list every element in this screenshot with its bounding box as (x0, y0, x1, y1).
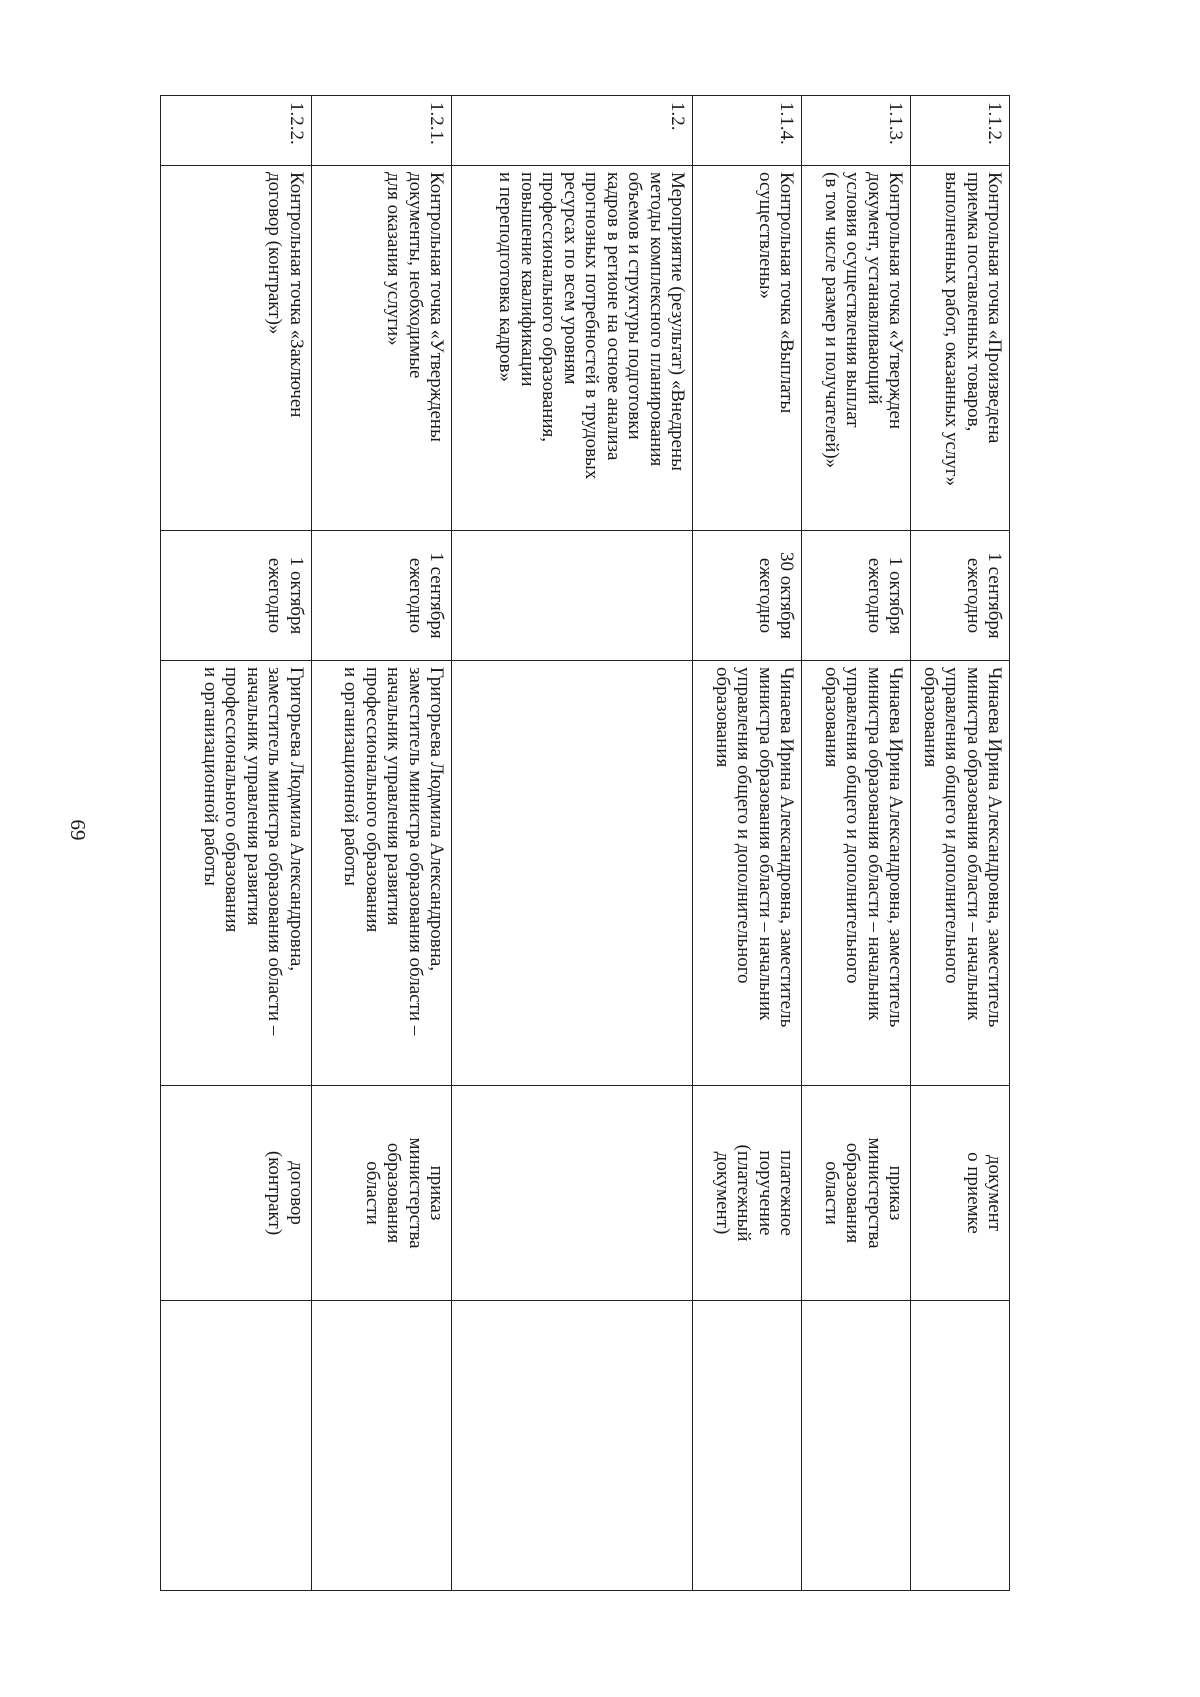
row-name-cell: Мероприятие (результат) «Внедрены методы комплексного планирования объемов и структуры подготовки кадров в регионе на основе анализа прогнозных потребностей в трудовых ресурсах по всем уровням профессионального образования, повышение квалификации и переподготовка кадров» (451, 166, 692, 531)
row-name-cell: Контрольная точка «Выплаты осуществлены» (693, 166, 802, 531)
row-document-cell (451, 1086, 692, 1301)
table-row (161, 96, 312, 1591)
row-note-cell (693, 1301, 802, 1591)
row-name-cell: Контрольная точка «Утверждены документы, необходимые для оказания услуги» (311, 166, 451, 531)
row-document-cell: платежное поручение (платежный документ) (693, 1086, 802, 1301)
row-date-cell (451, 531, 692, 661)
row-document-cell: договор (контракт) (161, 1086, 312, 1301)
row-number-cell: 1.2. (451, 96, 692, 166)
row-number-cell: 1.1.4. (693, 96, 802, 166)
table-row (802, 96, 911, 1591)
row-number-cell: 1.1.2. (911, 96, 1010, 166)
row-date-cell: 1 октября ежегодно (802, 531, 911, 661)
row-document-cell: документ о приемке (911, 1086, 1010, 1301)
row-responsible-cell: Григорьева Людмила Александровна, заместитель министра образования области – начальник управления развития профессионального образования и организационной работы (311, 661, 451, 1086)
row-date-cell: 1 сентября ежегодно (911, 531, 1010, 661)
row-responsible-cell: Чинаева Ирина Александровна, заместитель министра образования области – начальник управления общего и дополнительного образования (802, 661, 911, 1086)
row-responsible-cell: Чинаева Ирина Александровна, заместитель министра образования области – начальник управления общего и дополнительного образования (911, 661, 1010, 1086)
table-row (911, 96, 1010, 1591)
row-number-cell: 1.1.3. (802, 96, 911, 166)
row-note-cell (311, 1301, 451, 1591)
table-row (311, 96, 451, 1591)
row-note-cell (802, 1301, 911, 1591)
row-document-cell: приказ министерства образования области (802, 1086, 911, 1301)
row-note-cell (911, 1301, 1010, 1591)
table-row (451, 96, 692, 1591)
rotated-table-container (160, 95, 1010, 1590)
table-row (693, 96, 802, 1591)
row-date-cell: 1 октября ежегодно (161, 531, 312, 661)
row-responsible-cell: Чинаева Ирина Александровна, заместитель министра образования области – начальник управления общего и дополнительного образования (693, 661, 802, 1086)
row-date-cell: 1 сентября ежегодно (311, 531, 451, 661)
row-note-cell (451, 1301, 692, 1591)
row-document-cell: приказ министерства образования области (311, 1086, 451, 1301)
page-number: 69 (66, 819, 90, 841)
row-date-cell: 30 октября ежегодно (693, 531, 802, 661)
row-responsible-cell (451, 661, 692, 1086)
plan-table (160, 95, 1010, 1591)
row-note-cell (161, 1301, 312, 1591)
row-name-cell: Контрольная точка «Заключен договор (контракт)» (161, 166, 312, 531)
row-number-cell: 1.2.2. (161, 96, 312, 166)
row-name-cell: Контрольная точка «Произведена приемка поставленных товаров, выполненных работ, оказанных услуг» (911, 166, 1010, 531)
row-responsible-cell: Григорьева Людмила Александровна, заместитель министра образования области – начальник управления развития профессионального образования и организационной работы (161, 661, 312, 1086)
row-name-cell: Контрольная точка «Утвержден документ, устанавливающий условия осуществления выплат (в том числе размер и получателей)» (802, 166, 911, 531)
row-number-cell: 1.2.1. (311, 96, 451, 166)
